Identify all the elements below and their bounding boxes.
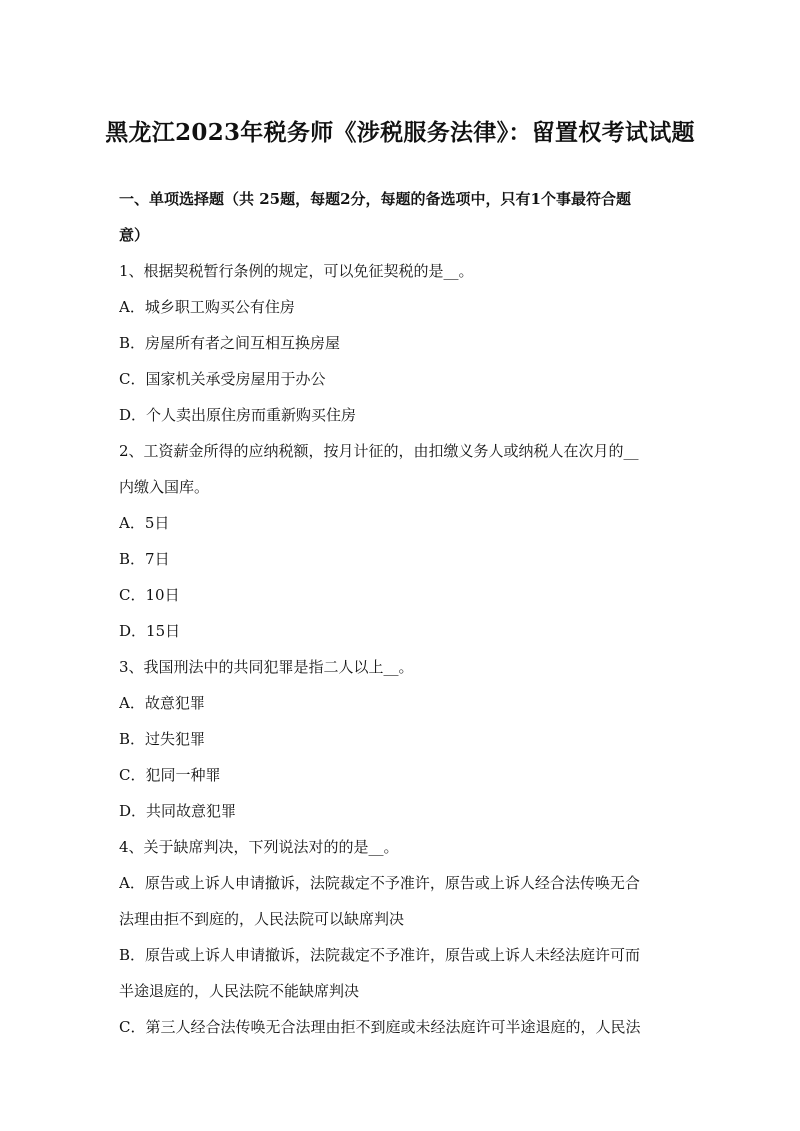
option-b: B．房屋所有者之间互相互换房屋 (119, 334, 341, 352)
option-b: B．原告或上诉人申请撤诉，法院裁定不予准许，原告或上诉人未经法庭许可而 (119, 946, 641, 964)
document-body (119, 181, 685, 1045)
section-header-line: 一、单项选择题（共 25题，每题2分，每题的备选项中，只有1个事最符合题 (119, 190, 631, 208)
question-2 (119, 433, 685, 649)
option-b-continued: 半途退庭的，人民法院不能缺席判决 (119, 982, 360, 1000)
page-title: 黑龙江2023年税务师《涉税服务法律》：留置权考试试题 (105, 119, 695, 146)
question-stem: 内缴入国库。 (119, 478, 210, 496)
section-header (119, 181, 685, 253)
option-a: A．故意犯罪 (119, 694, 205, 712)
option-c: C．国家机关承受房屋用于办公 (119, 370, 326, 388)
question-3 (119, 649, 685, 829)
option-a: A．原告或上诉人申请撤诉，法院裁定不予准许，原告或上诉人经合法传唤无合 (119, 874, 640, 892)
option-c: C．第三人经合法传唤无合法理由拒不到庭或未经法庭许可半途退庭的，人民法 (119, 1018, 641, 1036)
question-stem: 4、关于缺席判决，下列说法对的的是__。 (119, 838, 399, 856)
question-stem: 3、我国刑法中的共同犯罪是指二人以上__。 (119, 658, 414, 676)
question-stem: 1、根据契税暂行条例的规定，可以免征契税的是__。 (119, 262, 474, 280)
option-d: D．个人卖出原住房而重新购买住房 (119, 406, 357, 424)
option-c: C．10日 (119, 586, 180, 604)
option-a: A．城乡职工购买公有住房 (119, 298, 295, 316)
option-d: D．15日 (119, 622, 181, 640)
option-a-continued: 法理由拒不到庭的，人民法院可以缺席判决 (119, 910, 405, 928)
question-1 (119, 253, 685, 433)
option-d: D．共同故意犯罪 (119, 802, 237, 820)
option-a: A．5日 (119, 514, 170, 532)
question-4 (119, 829, 685, 1045)
section-header-line: 意） (119, 226, 150, 244)
option-c: C．犯同一种罪 (119, 766, 221, 784)
option-b: B．过失犯罪 (119, 730, 206, 748)
option-b: B．7日 (119, 550, 170, 568)
question-stem: 2、工资薪金所得的应纳税额，按月计征的，由扣缴义务人或纳税人在次月的__ (119, 442, 639, 460)
